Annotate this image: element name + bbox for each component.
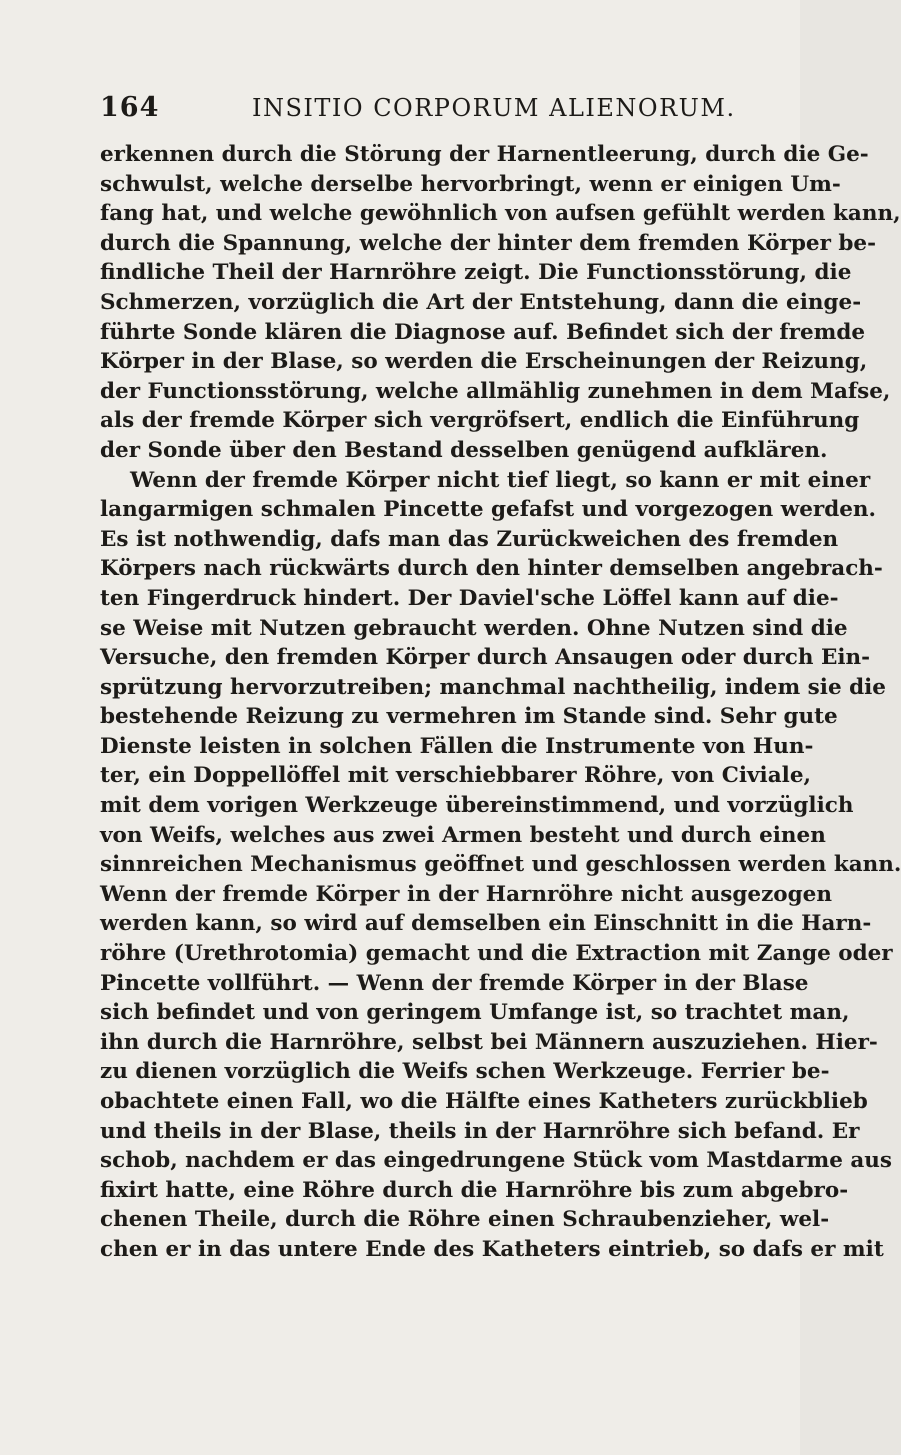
text-line: mit dem vorigen Werkzeuge übereinstimmend, und vorzüglich (100, 793, 854, 819)
text-line: und theils in der Blase, theils in der Harnröhre sich befand. Er (100, 1118, 860, 1144)
text-line: führte Sonde klären die Diagnose auf. Befindet sich der fremde (100, 319, 866, 345)
page-number: 164 (100, 92, 160, 123)
text-line: von Weifs, welches aus zwei Armen besteht und durch einen (100, 822, 826, 848)
text-line: Schmerzen, vorzüglich die Art der Entstehung, dann die einge- (100, 289, 862, 315)
text-line: sich befindet und von geringem Umfange ist, so trachtet man, (100, 1000, 850, 1026)
text-line: Versuche, den fremden Körper durch Ansaugen oder durch Ein- (100, 645, 871, 671)
text-line: röhre (Urethrotomia) gemacht und die Extraction mit Zange oder (100, 941, 893, 967)
text-line: Körpers nach rückwärts durch den hinter demselben angebrach- (100, 556, 883, 582)
body-text (100, 140, 901, 1265)
text-line: sinnreichen Mechanismus geöffnet und geschlossen werden kann. (100, 852, 901, 878)
text-line: ten Fingerdruck hindert. Der Daviel'sche Löffel kann auf die- (100, 585, 839, 611)
running-title: INSITIO CORPORUM ALIENORUM. (252, 94, 736, 122)
text-line: fang hat, und welche gewöhnlich von aufsen gefühlt werden kann, (100, 201, 901, 227)
text-line: ihn durch die Harnröhre, selbst bei Männern auszuziehen. Hier- (100, 1029, 878, 1055)
text-line: ter, ein Doppellöffel mit verschiebbarer Röhre, von Civiale, (100, 763, 811, 789)
text-line: chenen Theile, durch die Röhre einen Schraubenzieher, wel- (100, 1207, 830, 1233)
text-line: werden kann, so wird auf demselben ein Einschnitt in die Harn- (100, 911, 872, 937)
text-line: chen er in das untere Ende des Katheters eintrieb, so dafs er mit (100, 1236, 884, 1262)
text-line: Es ist nothwendig, dafs man das Zurückweichen des fremden (100, 526, 839, 552)
text-line: schob, nachdem er das eingedrungene Stück vom Mastdarme aus (100, 1148, 893, 1174)
text-line: Wenn der fremde Körper in der Harnröhre nicht ausgezogen (100, 881, 832, 907)
text-line: zu dienen vorzüglich die Weifs schen Werkzeuge. Ferrier be- (100, 1059, 830, 1085)
text-line: sprützung hervorzutreiben; manchmal nachtheilig, indem sie die (100, 674, 886, 700)
text-line: der Functionsstörung, welche allmählig zunehmen in dem Mafse, (100, 378, 891, 404)
text-line: durch die Spannung, welche der hinter dem fremden Körper be- (100, 230, 877, 256)
running-head (100, 92, 736, 128)
text-line: Pincette vollführt. — Wenn der fremde Körper in der Blase (100, 970, 809, 996)
text-line: erkennen durch die Störung der Harnentleerung, durch die Ge- (100, 142, 869, 167)
text-line: Dienste leisten in solchen Fällen die Instrumente von Hun- (100, 733, 814, 759)
text-line: Körper in der Blase, so werden die Erscheinungen der Reizung, (100, 349, 868, 375)
text-line: bestehende Reizung zu vermehren im Stande sind. Sehr gute (100, 704, 838, 730)
text-line: Wenn der fremde Körper nicht tief liegt, so kann er mit einer (130, 467, 871, 493)
text-line: schwulst, welche derselbe hervorbringt, wenn er einigen Um- (100, 171, 841, 197)
text-line: fixirt hatte, eine Röhre durch die Harnröhre bis zum abgebro- (100, 1177, 849, 1203)
text-line: obachtete einen Fall, wo die Hälfte eines Katheters zurückblieb (100, 1089, 868, 1114)
text-line: langarmigen schmalen Pincette gefafst und vorgezogen werden. (100, 497, 877, 523)
text-line: als der fremde Körper sich vergröfsert, endlich die Einführung (100, 408, 860, 434)
text-line: der Sonde über den Bestand desselben genügend aufklären. (100, 437, 828, 463)
text-line: findliche Theil der Harnröhre zeigt. Die Functionsstörung, die (100, 260, 852, 286)
text-line: se Weise mit Nutzen gebraucht werden. Ohne Nutzen sind die (100, 615, 848, 641)
